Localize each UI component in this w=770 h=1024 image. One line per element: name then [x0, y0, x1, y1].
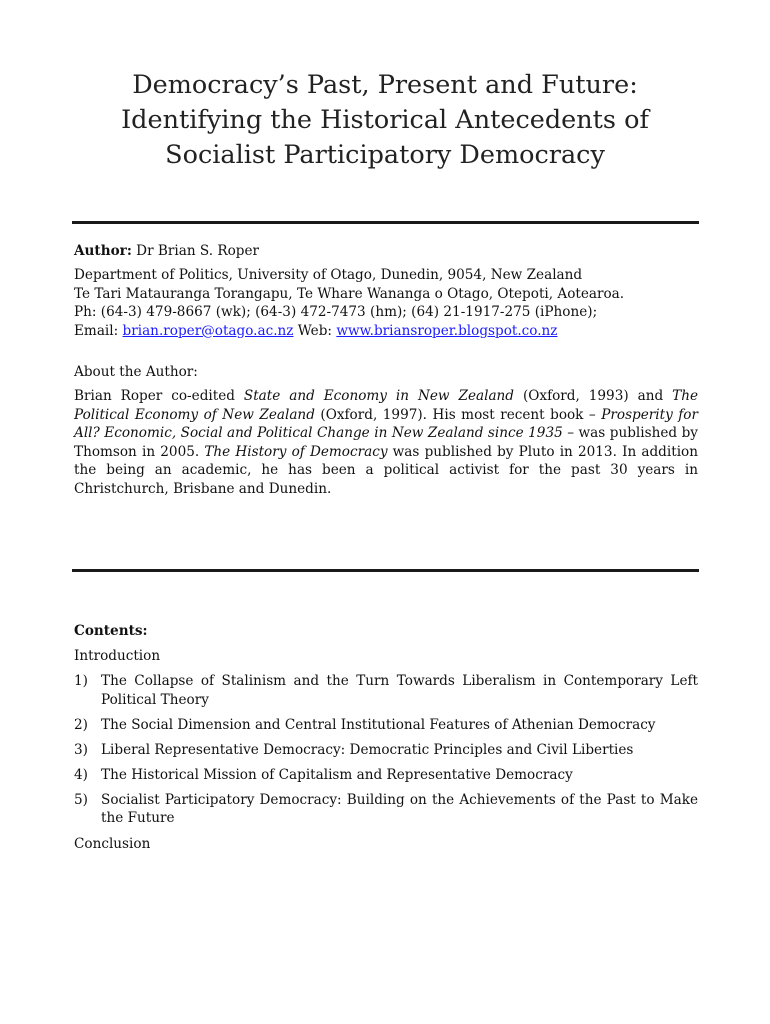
toc-text: The Collapse of Stalinism and the Turn Towards Liberalism in Contemporary Left Political Theory [101, 673, 698, 708]
toc-item [74, 672, 698, 709]
contents-heading: Contents: [74, 623, 148, 639]
table-of-contents [74, 672, 698, 834]
middle-divider [72, 569, 699, 572]
toc-text: The Social Dimension and Central Institutional Features of Athenian Democracy [101, 716, 656, 733]
toc-text: Socialist Participatory Democracy: Building on the Achievements of the Past to Make the Future [101, 791, 698, 826]
book-title-history-democracy: The History of Democracy [204, 443, 388, 460]
book-title-prosperity: Prosperity for All? Economic, Social and Political Change in New Zealand since 1935 [74, 406, 698, 441]
web-link[interactable]: www.briansroper.blogspot.co.nz [336, 322, 558, 339]
about-text-1: Brian Roper co-edited [74, 388, 244, 404]
toc-number: 5) [74, 791, 88, 808]
toc-number: 3) [74, 741, 88, 758]
top-divider [72, 221, 699, 224]
page-title [60, 68, 710, 173]
book-title-political-economy: The Political Economy of New Zealand [74, 388, 698, 423]
toc-conclusion: Conclusion [74, 836, 151, 852]
toc-number: 4) [74, 766, 88, 783]
title-line-3: Socialist Participatory Democracy [165, 140, 605, 170]
author-label: Author: [74, 243, 132, 259]
toc-item [74, 766, 698, 785]
contact-line [74, 322, 698, 341]
about-text-3: (Oxford, 1997). His most recent book – [314, 406, 602, 423]
toc-introduction: Introduction [74, 648, 161, 664]
about-text-4: – was published by Thomson in 2005. [74, 425, 698, 460]
affiliation-block [74, 266, 698, 340]
toc-item [74, 791, 698, 828]
email-link[interactable]: brian.roper@otago.ac.nz [122, 322, 294, 339]
toc-text: Liberal Representative Democracy: Democratic Principles and Civil Liberties [101, 741, 634, 758]
email-label: Email: [74, 322, 119, 339]
about-paragraph [74, 387, 698, 498]
about-text-5: was published by Pluto in 2013. In addition the being an academic, he has been a political activist for the past 30 years in Christchurch, Brisbane and Dunedin. [74, 443, 698, 497]
phone-line: Ph: (64-3) 479-8667 (wk); (64-3) 472-7473 (hm); (64) 21-1917-275 (iPhone); [74, 304, 598, 320]
maori-name-line: Te Tari Matauranga Torangapu, Te Whare Wananga o Otago, Otepoti, Aotearoa. [74, 285, 625, 302]
author-name: Dr Brian S. Roper [136, 243, 260, 259]
about-text-2: (Oxford, 1993) and [514, 388, 673, 404]
toc-number: 1) [74, 673, 88, 689]
toc-item [74, 741, 698, 760]
toc-number: 2) [74, 716, 88, 733]
title-line-1: Democracy’s Past, Present and Future: [132, 70, 638, 100]
title-line-2: Identifying the Historical Antecedents of [121, 105, 649, 135]
toc-item [74, 716, 698, 735]
author-line [74, 242, 698, 261]
book-title-state-economy: State and Economy in New Zealand [243, 388, 515, 404]
department-line: Department of Politics, University of Otago, Dunedin, 9054, New Zealand [74, 267, 583, 283]
toc-text: The Historical Mission of Capitalism and Representative Democracy [101, 766, 573, 783]
about-heading: About the Author: [74, 364, 198, 380]
web-label: Web: [297, 322, 332, 339]
